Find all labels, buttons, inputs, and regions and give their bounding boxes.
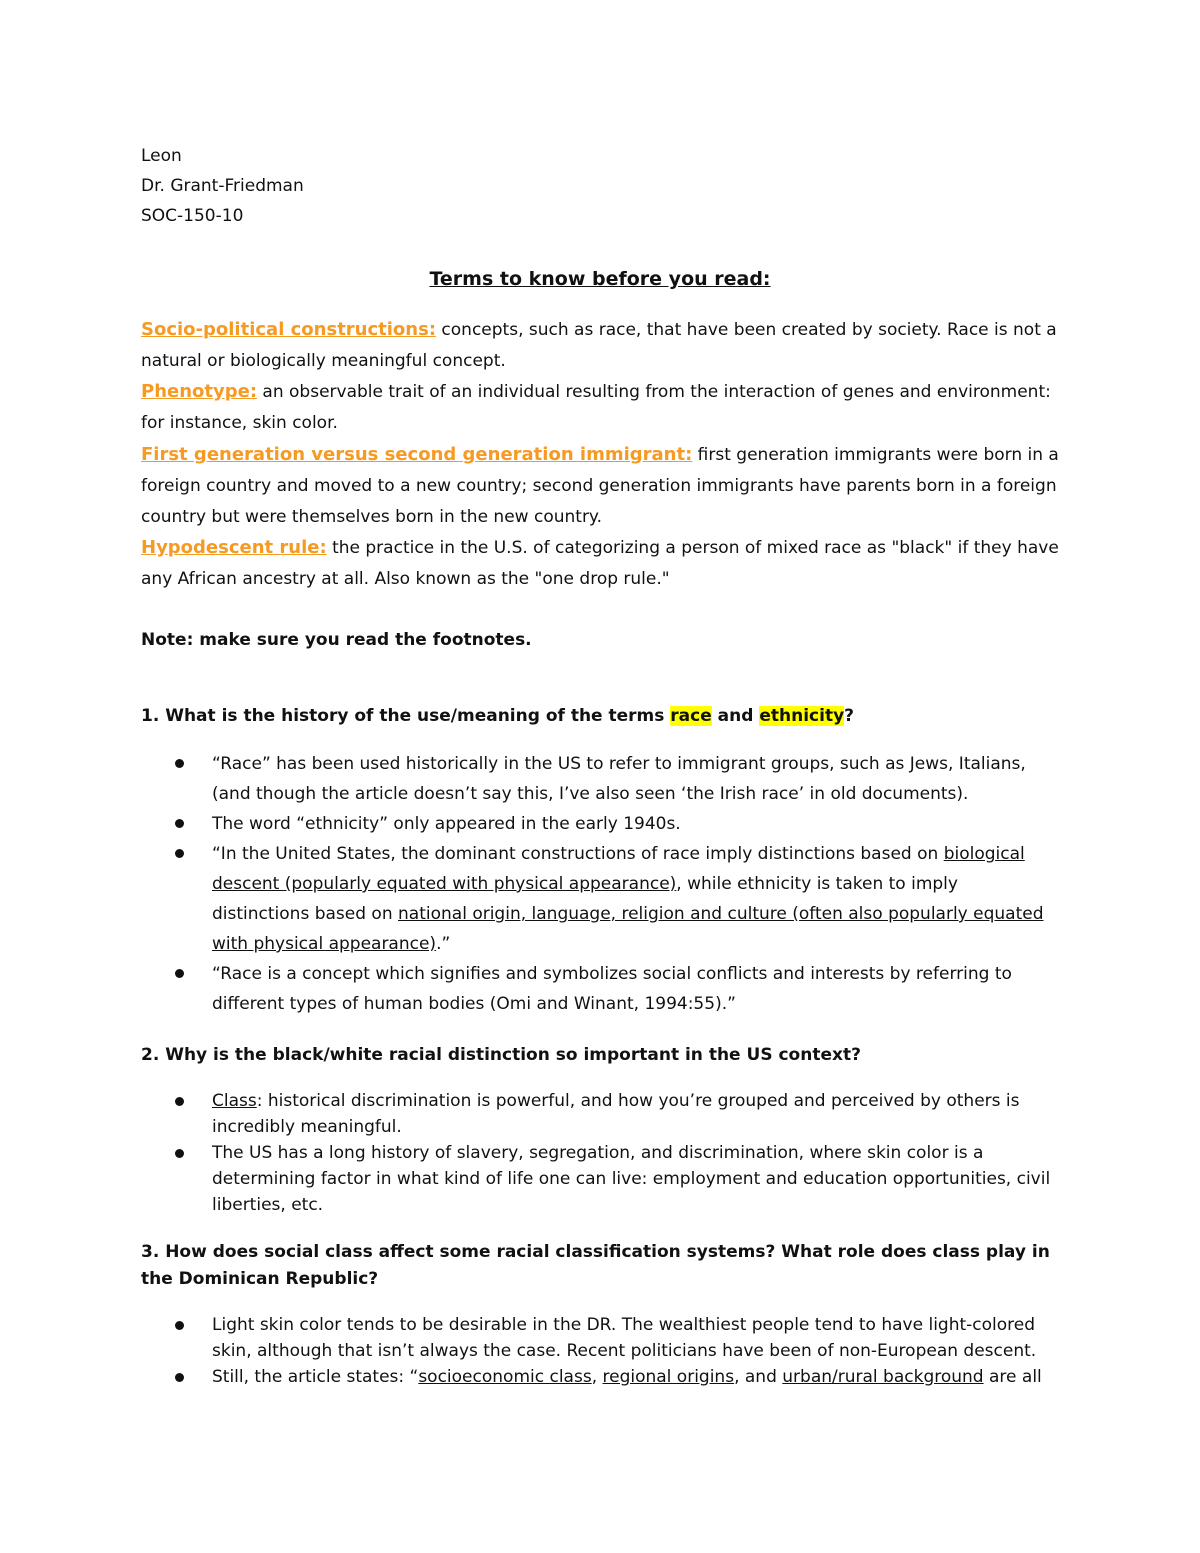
list-item-text: : historical discrimination is powerful, and how you’re grouped and perceived by others is incredibly meaningful. (212, 1091, 1020, 1137)
question-text: ? (844, 706, 855, 726)
professor-name: Dr. Grant-Friedman (141, 176, 304, 196)
term-phenotype (141, 376, 1071, 439)
list-item: “Race” has been used historically in the US to refer to immigrant groups, such as Jews, Italians, (and though the article doesn’t say this, I’ve also seen ‘the Irish race’ in old documents). (141, 749, 1051, 809)
term-definition: the practice in the U.S. of categorizing a person of mixed race as "black" if they have any African ancestry at all. Also known as the "one drop rule." (141, 538, 1059, 589)
question-2-bullets (141, 1088, 1051, 1218)
highlight-ethnicity: ethnicity (759, 706, 845, 726)
question-1-bullets (141, 749, 1051, 1019)
student-name: Leon (141, 146, 182, 166)
list-item-text: “In the United States, the dominant constructions of race imply distinctions based on (212, 844, 944, 864)
list-item-text: Still, the article states: “ (212, 1367, 419, 1387)
list-item-text: .” (436, 934, 451, 954)
list-item (141, 839, 1051, 959)
list-item-text: , (591, 1367, 603, 1387)
question-text: 1. What is the history of the use/meaning of the terms (141, 706, 671, 726)
term-name: Phenotype: (141, 381, 258, 402)
term-definition: an observable trait of an individual resulting from the interaction of genes and environment: for instance, skin color. (141, 382, 1051, 433)
highlight-race: race (670, 706, 712, 726)
list-item (141, 1088, 1051, 1140)
list-item: Light skin color tends to be desirable in the DR. The wealthiest people tend to have light-colored skin, although that isn’t always the case. Recent politicians have been of non-European descent. (141, 1312, 1051, 1364)
underlined-term: Class (212, 1091, 257, 1111)
term-name: First generation versus second generation immigrant: (141, 444, 693, 465)
underlined-phrase: biological descent (popularly equated with physical appearance) (212, 844, 1025, 894)
term-definition: first generation immigrants were born in a foreign country and moved to a new country; second generation immigrants have parents born in a foreign country but were themselves born in the new country. (141, 445, 1059, 527)
list-item: The US has a long history of slavery, segregation, and discrimination, where skin color is a determining factor in what kind of life one can live: employment and education opportunities, civil liberties, etc. (141, 1140, 1051, 1218)
term-hypodescent (141, 532, 1071, 595)
underlined-phrase: regional origins (602, 1367, 735, 1387)
footnote-note: Note: make sure you read the footnotes. (141, 630, 532, 650)
question-3: 3. How does social class affect some racial classification systems? What role does class play in the Dominican Republic? (141, 1242, 1050, 1289)
course-code: SOC-150-10 (141, 206, 244, 226)
term-definition: concepts, such as race, that have been created by society. Race is not a natural or biologically meaningful concept. (141, 320, 1057, 371)
underlined-phrase: national origin, language, religion and culture (often also popularly equated with physical appearance) (212, 904, 1044, 954)
list-item: “Race is a concept which signifies and symbolizes social conflicts and interests by referring to different types of human bodies (Omi and Winant, 1994:55).” (141, 959, 1051, 1019)
page-title: Terms to know before you read: (429, 268, 771, 290)
term-name: Hypodescent rule: (141, 537, 327, 558)
question-1 (141, 703, 1071, 730)
term-immigrant-generation (141, 439, 1071, 533)
question-text: and (711, 706, 760, 726)
list-item (141, 1364, 1051, 1390)
question-3-bullets (141, 1312, 1051, 1390)
underlined-phrase: urban/rural background (782, 1367, 984, 1387)
list-item-text: , while ethnicity is taken to imply distinctions based on (212, 874, 958, 924)
list-item: The word “ethnicity” only appeared in the early 1940s. (141, 809, 1051, 839)
list-item-text: , and (734, 1367, 783, 1387)
underlined-phrase: socioeconomic class (418, 1367, 592, 1387)
term-socio-political (141, 314, 1071, 377)
list-item-text: are all (983, 1367, 1042, 1387)
question-2: 2. Why is the black/white racial distinction so important in the US context? (141, 1045, 861, 1065)
term-name: Socio-political constructions: (141, 319, 437, 340)
